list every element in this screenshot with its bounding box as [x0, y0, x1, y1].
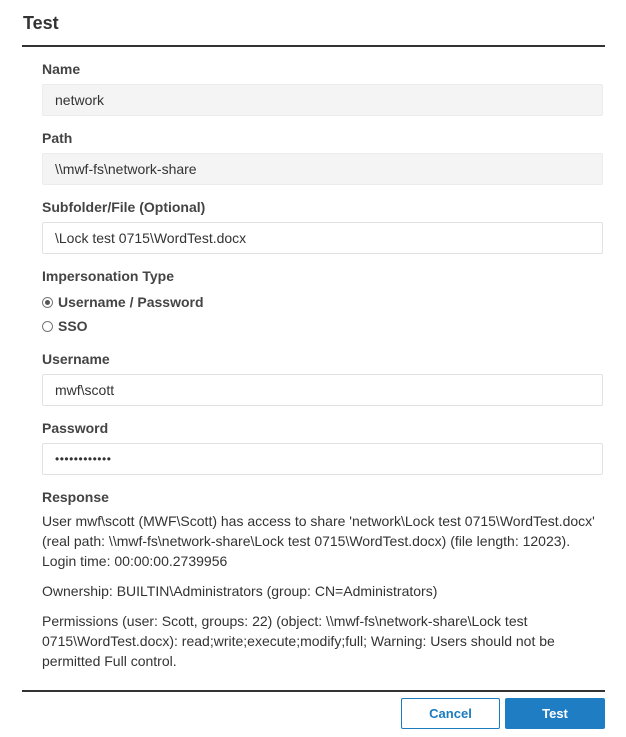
- name-label: Name: [42, 61, 81, 77]
- dialog-title: Test: [23, 13, 59, 33]
- response-label: Response: [42, 489, 109, 505]
- path-field: \\mwf-fs\network-share: [42, 153, 603, 185]
- username-label: Username: [42, 351, 110, 367]
- footer-divider: [22, 690, 605, 692]
- path-label: Path: [42, 130, 73, 146]
- response-permissions-text: Permissions (user: Scott, groups: 22) (object: \\mwf-fs\network-share\Lock test 0715\WordTest.docx): read;write;execute;modify;full; Warning: Users should not be permitted Full control.: [42, 613, 555, 669]
- password-field[interactable]: ••••••••••••: [42, 443, 603, 475]
- response-access-text: User mwf\scott (MWF\Scott) has access to share 'network\Lock test 0715\WordTest.docx' (real path: \\mwf-fs\network-share\Lock test 0715\WordTest.docx) (file length: 12023). Login time: 00:00:00.2739956: [42, 513, 595, 569]
- test-button[interactable]: Test: [505, 698, 605, 729]
- radio-checked-icon[interactable]: [42, 297, 53, 308]
- radio-unchecked-icon[interactable]: [42, 321, 53, 332]
- response-ownership-text: Ownership: BUILTIN\Administrators (group: CN=Administrators): [42, 583, 438, 599]
- subfolder-label: Subfolder/File (Optional): [42, 199, 206, 215]
- password-label: Password: [42, 420, 109, 436]
- username-field[interactable]: mwf\scott: [42, 374, 603, 406]
- radio-username-password[interactable]: [42, 293, 204, 311]
- subfolder-field[interactable]: \Lock test 0715\WordTest.docx: [42, 222, 603, 254]
- name-field: network: [42, 84, 603, 116]
- impersonation-type-label: Impersonation Type: [42, 268, 174, 284]
- radio-sso[interactable]: [42, 317, 88, 335]
- radio-sso-label: SSO: [58, 318, 88, 334]
- radio-username-password-label: Username / Password: [58, 294, 204, 310]
- header-divider: [22, 45, 605, 47]
- cancel-button[interactable]: Cancel: [401, 698, 500, 729]
